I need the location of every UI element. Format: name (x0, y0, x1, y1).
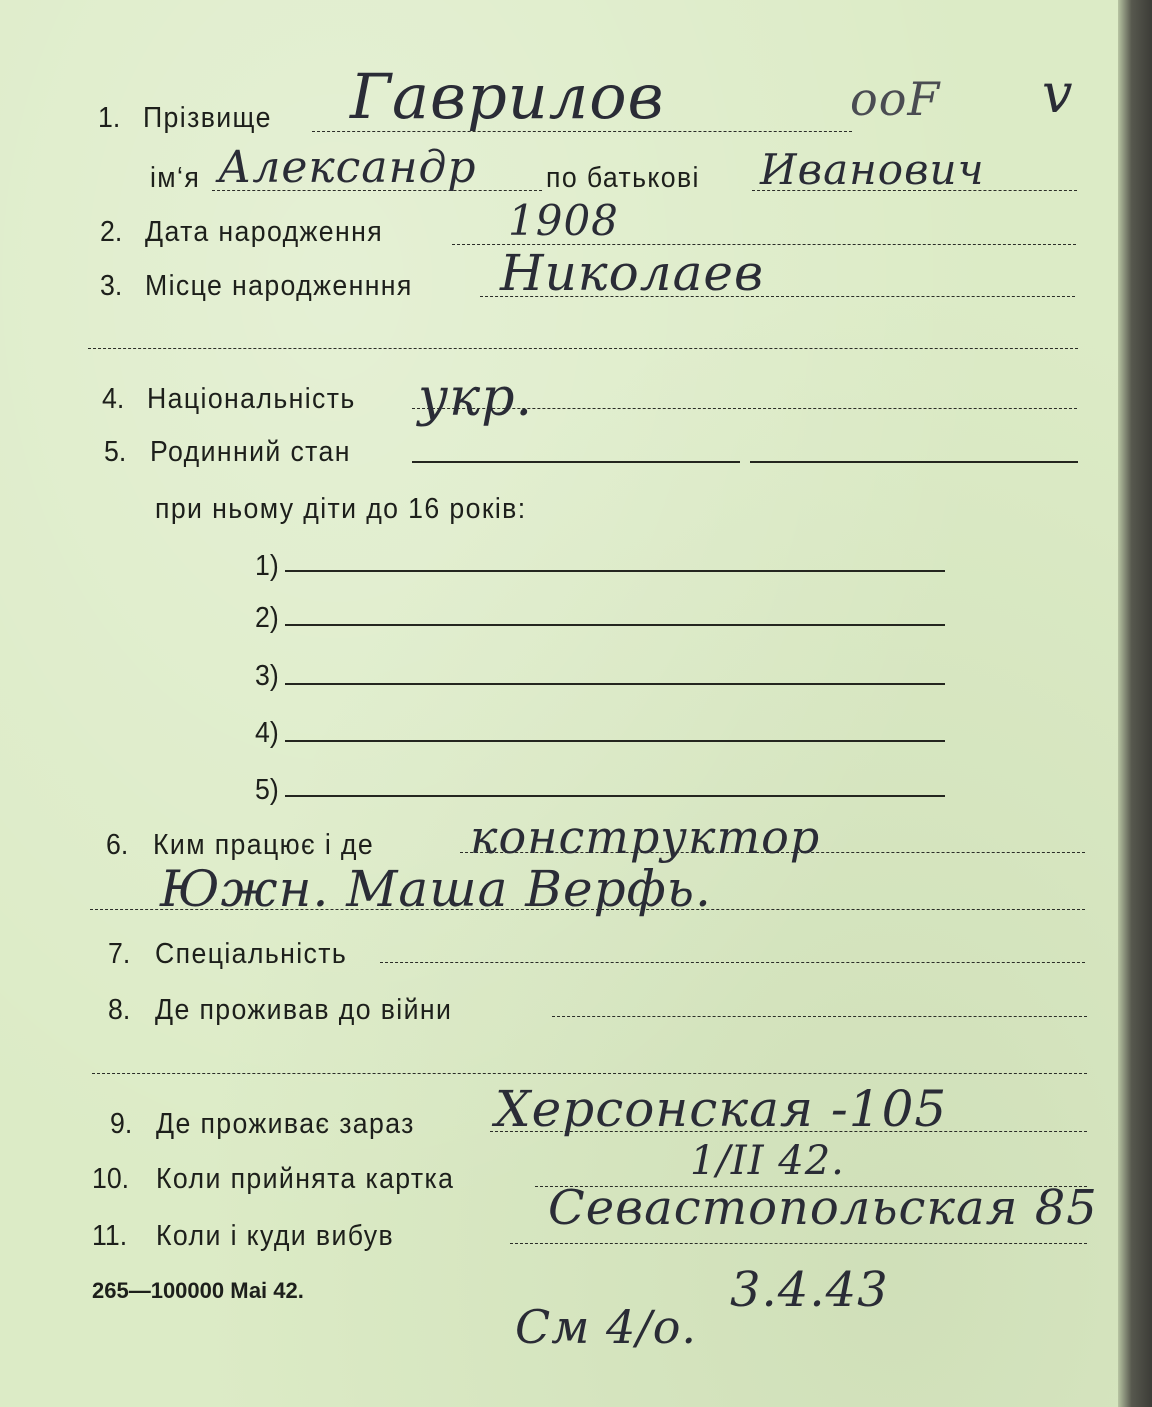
field-departed-line (510, 1243, 1087, 1244)
field-occupation-label: Ким працює і де (153, 829, 375, 861)
patronymic-handwriting: Иванович (760, 145, 985, 194)
child-4-label: 4) (255, 717, 279, 749)
field-card-accepted-label: Коли прийнята картка (156, 1163, 455, 1195)
child-1-line (285, 570, 945, 572)
field-departed-label: Коли і куди вибув (156, 1220, 395, 1252)
field-speciality-line (380, 962, 1085, 963)
field-7-number: 7. (108, 938, 131, 970)
child-2-line (285, 624, 945, 626)
child-5-label: 5) (255, 774, 279, 806)
birthplace-handwriting: Николаев (500, 244, 765, 302)
child-1-label: 1) (255, 550, 279, 582)
birth-year-handwriting: 1908 (508, 196, 619, 245)
field-8-number: 8. (108, 994, 131, 1026)
field-nationality-label: Національність (147, 383, 356, 415)
nationality-handwriting: укр. (418, 368, 534, 428)
field-6-number: 6. (106, 829, 129, 861)
field-5-number: 5. (104, 436, 127, 468)
card-edge-shadow (1118, 0, 1152, 1407)
child-5-line (285, 795, 945, 797)
field-prewar-residence-line (552, 1016, 1087, 1017)
child-3-label: 3) (255, 660, 279, 692)
field-2-number: 2. (100, 216, 123, 248)
field-patronymic-label: по батькові (546, 162, 700, 194)
card-accepted-handwriting: 1/II 42. (690, 1138, 845, 1184)
field-birthplace-line-2 (88, 348, 1078, 349)
field-marital-status-line (412, 461, 740, 463)
field-birthplace-label: Місце народженння (145, 270, 413, 302)
first-name-handwriting: Александр (218, 142, 477, 193)
note-handwriting: См 4/о. (515, 1300, 698, 1354)
field-9-number: 9. (110, 1108, 133, 1140)
field-current-residence-label: Де проживає зараз (156, 1108, 415, 1140)
field-10-number: 10. (92, 1163, 130, 1195)
field-marital-status-line-2 (750, 461, 1078, 463)
departed-to-handwriting: Севастопольская 85 (548, 1180, 1098, 1236)
surname-mark-handwriting: ooF (850, 72, 941, 126)
field-first-name-label: ім‘я (150, 162, 201, 194)
departed-date-handwriting: 3.4.43 (730, 1262, 889, 1318)
current-address-handwriting: Херсонская -105 (495, 1080, 948, 1138)
occupation-handwriting: конструктор (470, 810, 821, 864)
child-3-line (285, 683, 945, 685)
corner-mark-handwriting: v (1042, 62, 1074, 125)
field-3-number: 3. (100, 270, 123, 302)
child-2-label: 2) (255, 602, 279, 634)
print-run-footer: 265—100000 Маі 42. (92, 1278, 304, 1303)
field-marital-status-label: Родинний стан (150, 436, 351, 468)
field-11-number: 11. (92, 1220, 128, 1252)
field-speciality-label: Спеціальність (155, 938, 348, 970)
field-1-number: 1. (98, 102, 121, 134)
field-4-number: 4. (102, 383, 125, 415)
field-prewar-residence-label: Де проживав до війни (155, 994, 453, 1026)
workplace-handwriting: Южн. Маша Верфь. (160, 860, 712, 918)
field-birthdate-label: Дата народження (145, 216, 384, 248)
child-4-line (285, 740, 945, 742)
field-children-label: при ньому діти до 16 років: (155, 493, 527, 525)
field-surname-label: Прізвище (143, 102, 272, 134)
field-prewar-residence-line-2 (92, 1073, 1087, 1074)
surname-handwriting: Гаврилов (350, 60, 665, 133)
